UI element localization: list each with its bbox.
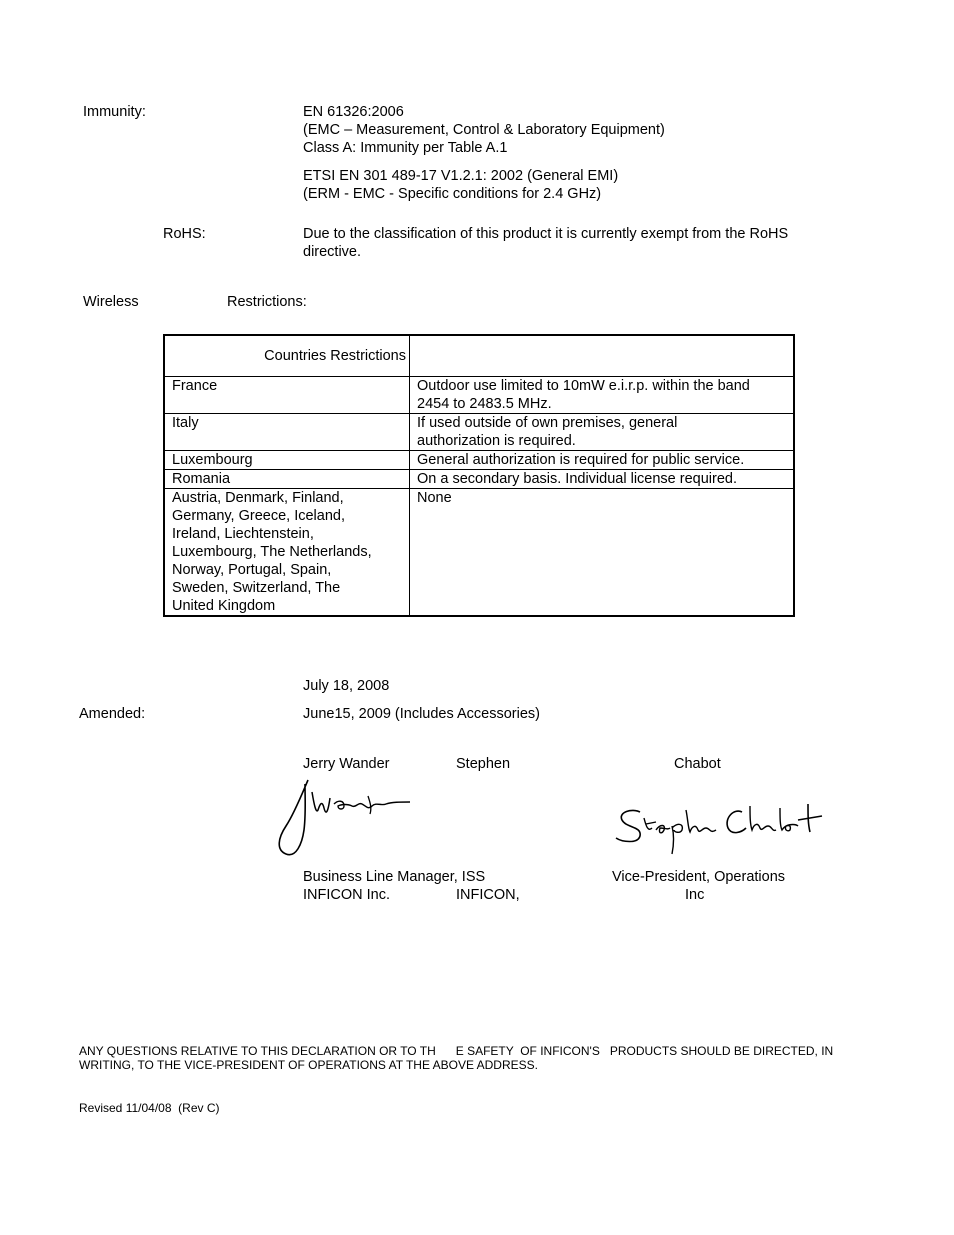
signature-jerry-wander: [272, 774, 417, 862]
table-header-row: [164, 335, 794, 377]
amended-date: June15, 2009 (Includes Accessories): [303, 706, 540, 722]
declaration-date: July 18, 2008: [303, 678, 390, 694]
country-text: Ireland, Liechtenstein,: [172, 526, 314, 542]
country-cell: [164, 377, 410, 414]
restriction-text: None: [417, 490, 452, 506]
country-cell: [164, 489, 410, 617]
signer1-title: Business Line Manager, ISS: [303, 869, 486, 885]
country-text: Luxembourg, The Netherlands,: [172, 544, 372, 560]
country-text: Norway, Portugal, Spain,: [172, 562, 332, 578]
signer1-company: INFICON Inc.: [303, 887, 391, 903]
rohs-text-line2: directive.: [303, 244, 362, 260]
immunity-standard: EN 61326:2006: [303, 104, 404, 120]
table-row: [164, 470, 794, 489]
restriction-cell: [410, 470, 795, 489]
country-text: United Kingdom: [172, 598, 276, 614]
country-text: Luxembourg: [172, 452, 253, 468]
restriction-text: If used outside of own premises, general: [417, 415, 678, 431]
signer2-first-name: Stephen: [456, 756, 511, 772]
footer-line2: WRITING, TO THE VICE-PRESIDENT OF OPERATIONS AT THE ABOVE ADDRESS.: [79, 1058, 538, 1072]
immunity-label: Immunity:: [83, 104, 146, 120]
country-cell: [164, 414, 410, 451]
table-row: [164, 489, 794, 617]
wireless-label: Wireless: [83, 294, 139, 310]
header-countries: Countries Restrictions: [164, 335, 410, 377]
restrictions-label: Restrictions:: [227, 294, 307, 310]
header-restrictions: [410, 335, 795, 377]
signer2-last-name: Chabot: [674, 756, 721, 772]
country-text: France: [172, 378, 218, 394]
signer2-company-b: Inc: [685, 887, 705, 903]
footer-line1: ANY QUESTIONS RELATIVE TO THIS DECLARATION OR TO TH E SAFETY OF INFICON'S PRODUCTS SHOULD BE DIRECTED, IN: [79, 1044, 834, 1058]
country-text: Italy: [172, 415, 199, 431]
country-text: Austria, Denmark, Finland,: [172, 490, 344, 506]
immunity-description: (EMC – Measurement, Control & Laboratory Equipment): [303, 122, 665, 138]
restriction-text: 2454 to 2483.5 MHz.: [417, 396, 552, 412]
table-row: [164, 377, 794, 414]
signer1-name: Jerry Wander: [303, 756, 390, 772]
country-text: Romania: [172, 471, 231, 487]
rohs-label: RoHS:: [163, 226, 206, 242]
restriction-cell: [410, 489, 795, 617]
revision-note: Revised 11/04/08 (Rev C): [79, 1101, 220, 1115]
signature-stephen-chabot: [612, 798, 824, 858]
signer2-title: Vice-President, Operations: [612, 869, 786, 885]
restriction-cell: [410, 414, 795, 451]
immunity-etsi: ETSI EN 301 489-17 V1.2.1: 2002 (General EMI): [303, 168, 619, 184]
country-text: Sweden, Switzerland, The: [172, 580, 341, 596]
restriction-text: authorization is required.: [417, 433, 576, 449]
restriction-text: Outdoor use limited to 10mW e.i.r.p. within the band: [417, 378, 750, 394]
rohs-text-line1: Due to the classification of this product it is currently exempt from the RoHS: [303, 226, 789, 242]
restriction-text: On a secondary basis. Individual license required.: [417, 471, 737, 487]
amended-label: Amended:: [79, 706, 146, 722]
signer2-company-a: INFICON,: [456, 887, 520, 903]
table-row: [164, 451, 794, 470]
restriction-cell: [410, 451, 795, 470]
immunity-class: Class A: Immunity per Table A.1: [303, 140, 508, 156]
immunity-etsi-desc: (ERM - EMC - Specific conditions for 2.4 GHz): [303, 186, 602, 202]
country-cell: [164, 470, 410, 489]
table-row: [164, 414, 794, 451]
country-text: Germany, Greece, Iceland,: [172, 508, 346, 524]
restriction-cell: [410, 377, 795, 414]
country-cell: [164, 451, 410, 470]
restrictions-table: [163, 334, 795, 617]
restriction-text: General authorization is required for public service.: [417, 452, 745, 468]
